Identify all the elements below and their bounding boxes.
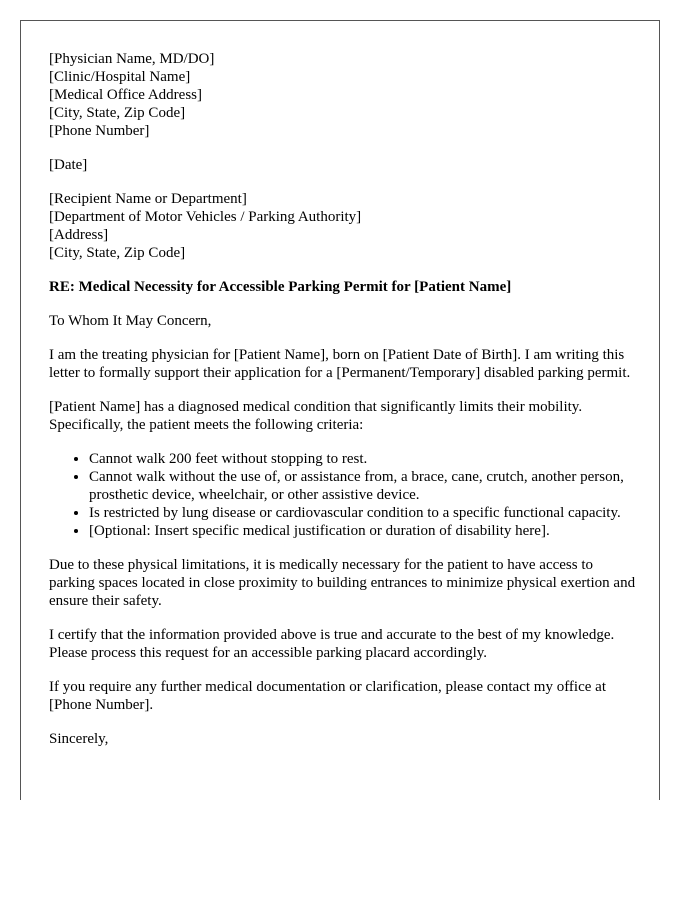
intro-paragraph: I am the treating physician for [Patient Name], born on [Patient Date of Birth]. I am writing this letter to formally support their application for a [Permanent/Temporary] disabled parking permit.	[49, 347, 631, 381]
recipient-line: [City, State, Zip Code]	[49, 245, 186, 261]
list-item: • [Optional: Insert specific medical justification or duration of disability here].	[89, 522, 639, 540]
list-item: • Is restricted by lung disease or cardiovascular condition to a specific functional capacity.	[89, 504, 639, 522]
certify-paragraph: I certify that the information provided above is true and accurate to the best of my knowledge. Please process this request for an accessible parking placard accordingly.	[49, 627, 615, 661]
sender-address	[49, 50, 639, 140]
criteria-list	[49, 450, 639, 540]
sender-line: [Phone Number]	[49, 123, 150, 139]
condition-paragraph: [Patient Name] has a diagnosed medical condition that significantly limits their mobility. Specifically, the patient meets the following criteria:	[49, 399, 583, 433]
recipient-address	[49, 190, 639, 262]
sender-line: [Clinic/Hospital Name]	[49, 69, 191, 85]
letter-date: [Date]	[49, 157, 88, 173]
list-item: • Cannot walk without the use of, or assistance from, a brace, cane, crutch, another person, prosthetic device, wheelchair, or other assistive device.	[89, 468, 639, 504]
sender-line: [Physician Name, MD/DO]	[49, 51, 215, 67]
salutation: To Whom It May Concern,	[49, 313, 212, 329]
recipient-line: [Department of Motor Vehicles / Parking Authority]	[49, 209, 362, 225]
list-item: • Cannot walk 200 feet without stopping to rest.	[89, 450, 639, 468]
recipient-line: [Recipient Name or Department]	[49, 191, 247, 207]
contact-paragraph: If you require any further medical documentation or clarification, please contact my office at [Phone Number].	[49, 679, 606, 713]
letter-page	[20, 20, 660, 800]
sender-line: [Medical Office Address]	[49, 87, 203, 103]
recipient-line: [Address]	[49, 227, 109, 243]
closing: Sincerely,	[49, 731, 109, 747]
sender-line: [City, State, Zip Code]	[49, 105, 186, 121]
necessity-paragraph: Due to these physical limitations, it is medically necessary for the patient to have access to parking spaces located in close proximity to building entrances to minimize physical exertion and ensure their safety.	[49, 557, 636, 609]
letter-body	[49, 50, 639, 748]
subject-line: RE: Medical Necessity for Accessible Parking Permit for [Patient Name]	[49, 279, 512, 295]
